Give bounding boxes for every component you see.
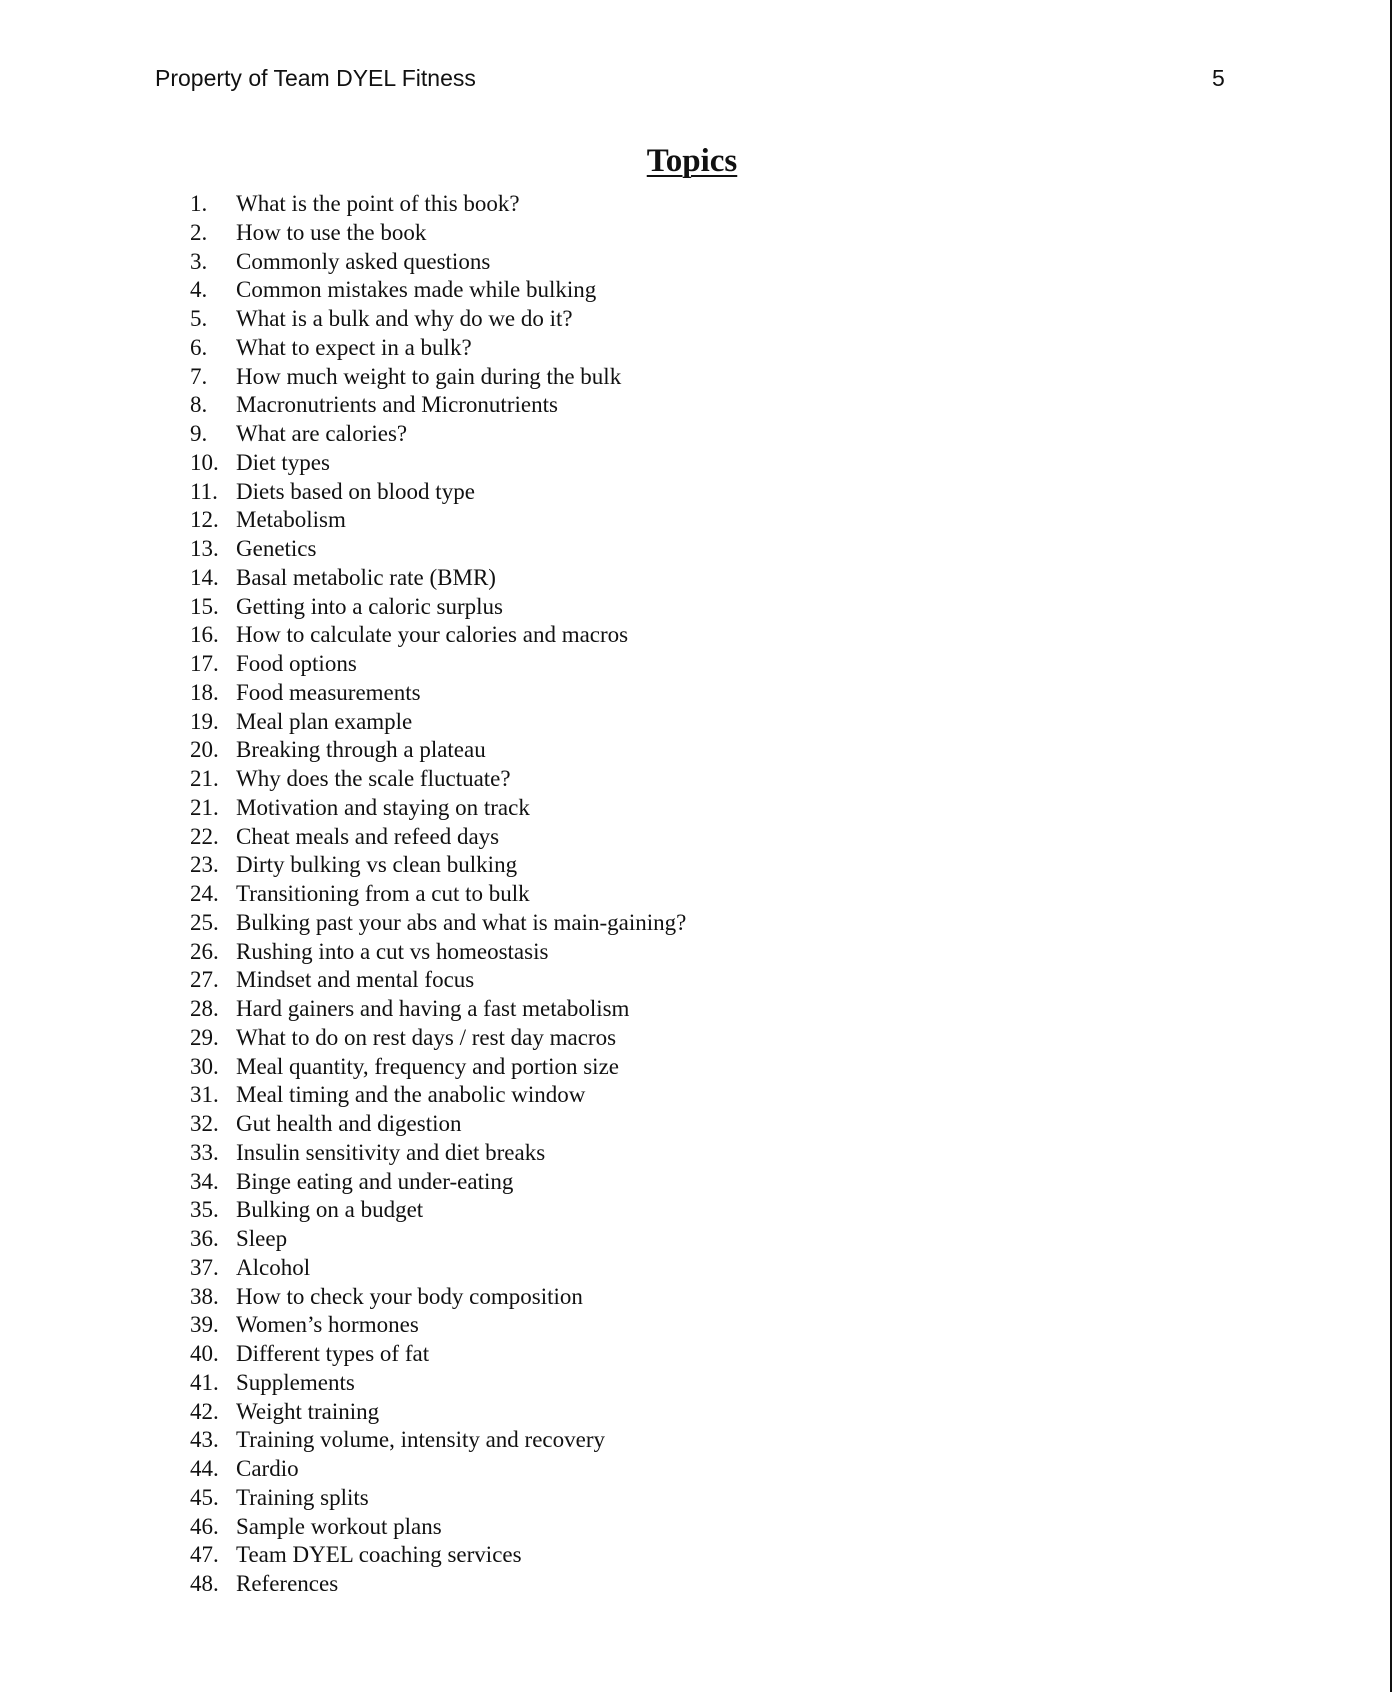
topic-label: Sample workout plans <box>236 1513 442 1539</box>
topic-number: 31. <box>190 1082 219 1108</box>
list-item <box>190 363 686 392</box>
list-item <box>190 823 686 852</box>
topic-number: 22. <box>190 823 219 849</box>
list-item <box>190 1513 686 1542</box>
list-item <box>190 564 686 593</box>
list-item <box>190 995 686 1024</box>
topic-label: Weight training <box>236 1398 380 1424</box>
topic-label: Team DYEL coaching services <box>236 1542 522 1568</box>
list-item <box>190 909 686 938</box>
topic-label: Diets based on blood type <box>236 478 475 504</box>
topic-number: 20. <box>190 737 219 763</box>
list-item <box>190 1398 686 1427</box>
topic-number: 21. <box>190 766 219 791</box>
topics-list <box>190 190 686 1599</box>
topic-number: 19. <box>190 708 219 734</box>
topic-label: Commonly asked questions <box>236 248 491 274</box>
list-item <box>190 506 686 535</box>
list-item <box>190 1254 686 1283</box>
topic-number: 37. <box>190 1254 219 1280</box>
list-item <box>190 650 686 679</box>
topic-label: What are calories? <box>236 421 408 446</box>
list-item <box>190 708 686 737</box>
topic-label: Cheat meals and refeed days <box>236 823 500 849</box>
topic-number: 33. <box>190 1139 219 1165</box>
running-header: Property of Team DYEL Fitness <box>155 65 476 91</box>
topic-number: 14. <box>190 564 219 590</box>
list-item <box>190 679 686 708</box>
list-item <box>190 478 686 507</box>
topic-number: 24. <box>190 881 219 906</box>
list-item <box>190 334 686 363</box>
topic-label: Food measurements <box>236 679 421 705</box>
list-item <box>190 1081 686 1110</box>
list-item <box>190 938 686 967</box>
topic-number: 42. <box>190 1398 219 1424</box>
list-item <box>190 219 686 248</box>
topic-label: How to use the book <box>236 219 427 245</box>
list-item <box>190 1024 686 1053</box>
topic-number: 27. <box>190 967 219 993</box>
topic-label: Sleep <box>236 1226 288 1251</box>
list-item <box>190 1570 686 1599</box>
topic-number: 7. <box>190 363 208 389</box>
topic-number: 18. <box>190 679 219 705</box>
topic-number: 15. <box>190 593 219 619</box>
page-number: 5 <box>1212 65 1225 91</box>
topic-label: What is a bulk and why do we do it? <box>236 306 573 331</box>
topic-label: Common mistakes made while bulking <box>236 277 597 303</box>
topic-label: Supplements <box>236 1369 355 1395</box>
list-item <box>190 1340 686 1369</box>
list-item <box>190 765 686 794</box>
list-item <box>190 276 686 305</box>
list-item <box>190 1369 686 1398</box>
list-item <box>190 1139 686 1168</box>
topic-label: How to check your body composition <box>236 1283 583 1309</box>
topic-label: Meal quantity, frequency and portion size <box>236 1053 619 1079</box>
topic-number: 13. <box>190 536 219 561</box>
topic-label: Hard gainers and having a fast metabolism <box>236 996 630 1021</box>
topic-label: Motivation and staying on track <box>236 794 530 820</box>
topic-number: 45. <box>190 1484 219 1510</box>
topic-number: 48. <box>190 1571 219 1596</box>
topic-label: What is the point of this book? <box>236 191 520 216</box>
list-item <box>190 1168 686 1197</box>
topic-label: What to do on rest days / rest day macros <box>236 1024 617 1050</box>
list-item <box>190 794 686 823</box>
list-item <box>190 736 686 765</box>
topic-label: Metabolism <box>236 507 346 533</box>
topic-label: Insulin sensitivity and diet breaks <box>236 1139 546 1165</box>
topic-number: 44. <box>190 1456 219 1481</box>
topic-number: 30. <box>190 1053 219 1079</box>
topic-label: Different types of fat <box>236 1341 430 1366</box>
topic-label: Food options <box>236 651 357 676</box>
topic-label: Why does the scale fluctuate? <box>236 766 511 791</box>
topic-number: 6. <box>190 334 208 360</box>
topic-number: 5. <box>190 306 208 331</box>
topic-label: Mindset and mental focus <box>236 967 475 993</box>
topic-number: 26. <box>190 938 219 964</box>
topic-number: 36. <box>190 1226 219 1251</box>
topic-label: Gut health and digestion <box>236 1111 462 1136</box>
topic-number: 25. <box>190 909 219 935</box>
topic-label: Bulking past your abs and what is main-gaining? <box>236 909 687 935</box>
topic-number: 32. <box>190 1111 219 1136</box>
topic-label: Dirty bulking vs clean bulking <box>236 852 518 878</box>
list-item <box>190 851 686 880</box>
list-item <box>190 420 686 449</box>
topic-label: Women’s hormones <box>236 1312 419 1338</box>
topic-label: Meal plan example <box>236 708 413 734</box>
topic-number: 34. <box>190 1168 219 1194</box>
topic-label: References <box>236 1571 339 1596</box>
list-item <box>190 1311 686 1340</box>
list-item <box>190 305 686 334</box>
topic-label: Breaking through a plateau <box>236 737 486 763</box>
list-item <box>190 1484 686 1513</box>
list-item <box>190 880 686 909</box>
topic-label: Diet types <box>236 449 330 475</box>
topic-number: 41. <box>190 1369 219 1395</box>
topic-label: Cardio <box>236 1456 299 1481</box>
topic-label: Training volume, intensity and recovery <box>236 1427 605 1453</box>
topic-number: 46. <box>190 1513 219 1539</box>
topic-number: 4. <box>190 277 208 303</box>
topic-number: 39. <box>190 1312 219 1338</box>
topic-label: Macronutrients and Micronutrients <box>236 392 558 418</box>
list-item <box>190 1225 686 1254</box>
topic-number: 17. <box>190 651 219 676</box>
topic-number: 35. <box>190 1197 219 1223</box>
topic-number: 40. <box>190 1341 219 1366</box>
topic-number: 1. <box>190 191 208 216</box>
topic-number: 12. <box>190 507 219 533</box>
list-item <box>190 1426 686 1455</box>
topic-number: 2. <box>190 219 208 245</box>
topic-label: Meal timing and the anabolic window <box>236 1082 586 1108</box>
list-item <box>190 1455 686 1484</box>
topic-label: Binge eating and under-eating <box>236 1168 514 1194</box>
list-item <box>190 1541 686 1570</box>
topic-number: 38. <box>190 1283 219 1309</box>
list-item <box>190 1053 686 1082</box>
topic-label: Transitioning from a cut to bulk <box>236 881 530 906</box>
topic-label: Getting into a caloric surplus <box>236 593 503 619</box>
list-item <box>190 1283 686 1312</box>
list-item <box>190 449 686 478</box>
topic-label: Basal metabolic rate (BMR) <box>236 564 496 590</box>
topic-label: Rushing into a cut vs homeostasis <box>236 938 549 964</box>
topic-number: 10. <box>190 449 219 475</box>
topic-label: Bulking on a budget <box>236 1197 424 1223</box>
list-item <box>190 621 686 650</box>
topic-label: What to expect in a bulk? <box>236 334 472 360</box>
topic-number: 47. <box>190 1542 219 1568</box>
topic-number: 28. <box>190 996 219 1021</box>
list-item <box>190 1196 686 1225</box>
topic-label: How to calculate your calories and macros <box>236 622 629 648</box>
topic-label: Alcohol <box>236 1254 311 1280</box>
topic-number: 43. <box>190 1427 219 1453</box>
topic-number: 8. <box>190 392 208 418</box>
list-item <box>190 391 686 420</box>
list-item <box>190 248 686 277</box>
topic-number: 23. <box>190 852 219 878</box>
topic-label: Training splits <box>236 1484 369 1510</box>
topic-number: 3. <box>190 248 208 274</box>
page-title: Topics <box>646 143 738 179</box>
list-item <box>190 535 686 564</box>
topic-number: 16. <box>190 622 219 648</box>
list-item <box>190 190 686 219</box>
topic-label: How much weight to gain during the bulk <box>236 363 622 389</box>
topic-number: 29. <box>190 1024 219 1050</box>
list-item <box>190 1110 686 1139</box>
topic-number: 21. <box>190 794 219 820</box>
topic-number: 11. <box>190 478 218 504</box>
topic-label: Genetics <box>236 536 317 561</box>
topic-number: 9. <box>190 421 208 446</box>
list-item <box>190 966 686 995</box>
list-item <box>190 593 686 622</box>
